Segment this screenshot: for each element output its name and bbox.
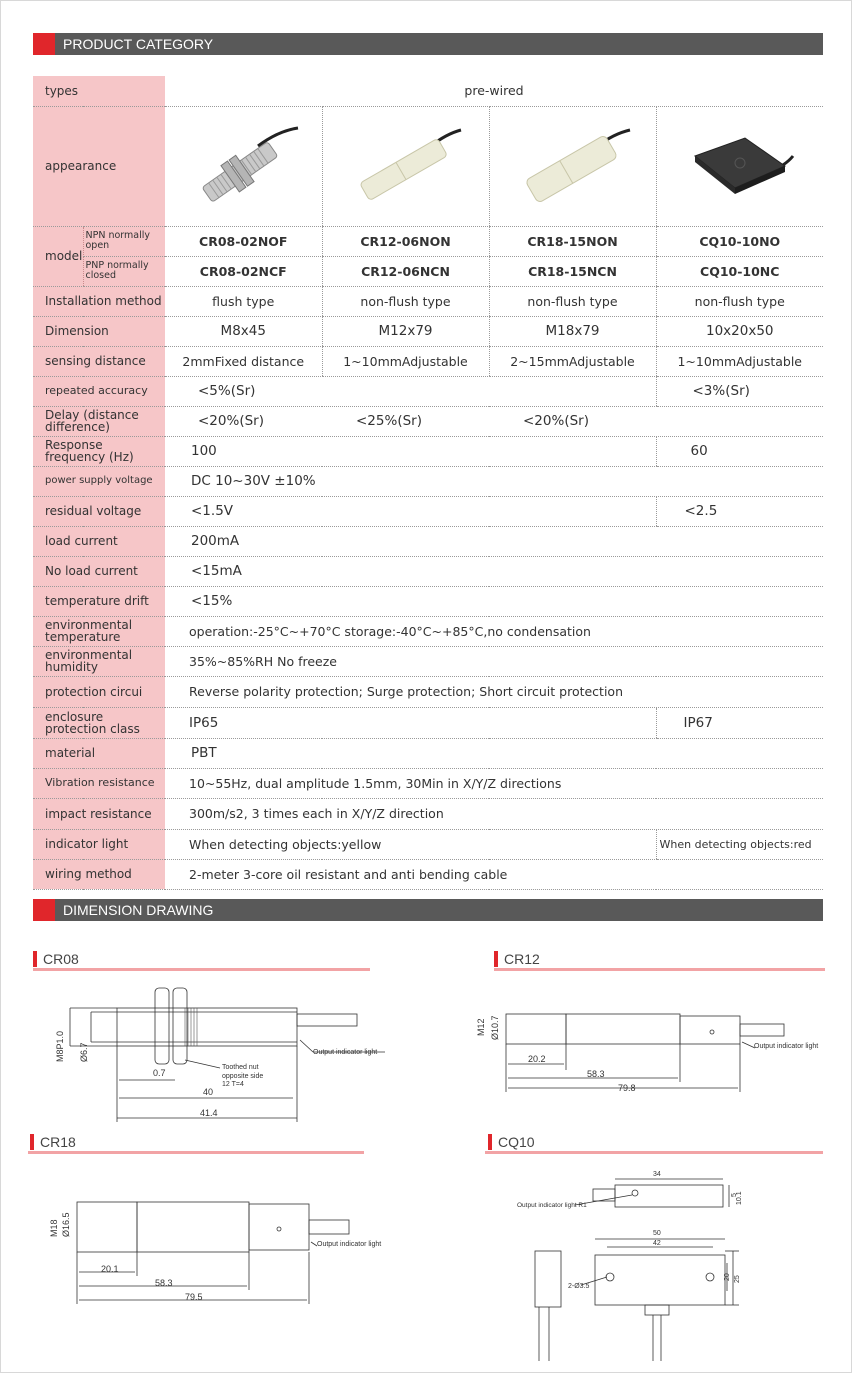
delay-b: <25%(Sr) <box>322 406 489 436</box>
label-sensing: sensing distance <box>33 346 165 376</box>
cq10-h4: 25 <box>734 1275 741 1283</box>
row-env-hum <box>33 646 823 676</box>
cr08-nut3: 12 T=4 <box>222 1081 244 1088</box>
row-noload <box>33 556 823 586</box>
cr18-title: CR18 <box>40 1134 76 1150</box>
cq10-drawing <box>515 1165 745 1365</box>
env-hum-value: 35%~85%RH No freeze <box>165 646 823 676</box>
enclosure-a: IP65 <box>165 707 656 738</box>
sensing-2: 1~10mmAdjustable <box>322 346 489 376</box>
cr18-d2: 58.3 <box>155 1278 173 1288</box>
row-repeated <box>33 376 823 406</box>
dimension-3: M18x79 <box>489 316 656 346</box>
cr18-dia: Ø16.5 <box>61 1212 71 1237</box>
product-image-cr08 <box>165 106 322 226</box>
indicator-b: When detecting objects:red <box>656 829 823 859</box>
row-vibration <box>33 768 823 798</box>
label-enclosure: enclosure protection class <box>33 707 165 738</box>
row-residual <box>33 496 823 526</box>
residual-a: <1.5V <box>165 496 656 526</box>
response-b: 60 <box>656 436 823 466</box>
cr18-thread: M18 <box>49 1219 59 1237</box>
product-image-cr18 <box>489 106 656 226</box>
cq10-light: Output indicator light R1 <box>517 1202 587 1209</box>
row-protection <box>33 676 823 707</box>
row-wiring <box>33 859 823 889</box>
label-env-temp: environmental temperature <box>33 616 165 646</box>
section-marker <box>33 33 55 55</box>
row-model-pnp <box>33 256 823 286</box>
label-env-hum: environmental humidity <box>33 646 165 676</box>
row-sensing <box>33 346 823 376</box>
cr12-underline <box>494 968 825 971</box>
model-pnp-4: CQ10-10NC <box>656 256 823 286</box>
label-appearance: appearance <box>33 106 165 226</box>
model-npn-4: CQ10-10NO <box>656 226 823 256</box>
product-image-cq10 <box>656 106 823 226</box>
label-vibration: Vibration resistance <box>33 768 165 798</box>
label-types: types <box>33 76 165 106</box>
cr08-d1: 0.7 <box>153 1068 166 1078</box>
material-value: PBT <box>165 738 823 768</box>
cq10-underline <box>485 1151 823 1154</box>
load-value: 200mA <box>165 526 823 556</box>
label-model: model <box>33 226 83 286</box>
cr08-title: CR08 <box>43 951 79 967</box>
section-marker <box>33 899 55 921</box>
row-load <box>33 526 823 556</box>
cr18-drawing <box>45 1192 405 1307</box>
sensing-4: 1~10mmAdjustable <box>656 346 823 376</box>
dimension-drawing-header <box>33 899 823 921</box>
model-pnp-1: CR08-02NCF <box>165 256 322 286</box>
dimension-4: 10x20x50 <box>656 316 823 346</box>
value-types: pre-wired <box>165 76 823 106</box>
label-indicator: indicator light <box>33 829 165 859</box>
cr08-light: Output indicator light <box>313 1049 378 1056</box>
cr12-dia: Ø10.7 <box>490 1015 500 1040</box>
cr08-thread: M8P1.0 <box>55 1030 65 1062</box>
cr12-title: CR12 <box>504 951 540 967</box>
power-value: DC 10~30V ±10% <box>165 466 823 496</box>
section-title: DIMENSION DRAWING <box>63 902 214 918</box>
cq10-title: CQ10 <box>498 1134 535 1150</box>
section-title: PRODUCT CATEGORY <box>63 36 214 52</box>
dimension-2: M12x79 <box>322 316 489 346</box>
cr08-d3: 41.4 <box>200 1108 218 1118</box>
row-appearance <box>33 106 823 226</box>
cr08-d2: 40 <box>203 1087 214 1097</box>
response-a: 100 <box>165 436 656 466</box>
spec-table <box>33 76 823 890</box>
product-category-header <box>33 33 823 55</box>
env-temp-value: operation:-25°C~+70°C storage:-40°C~+85°C,no condensation <box>165 616 823 646</box>
label-noload: No load current <box>33 556 165 586</box>
installation-2: non-flush type <box>322 286 489 316</box>
cq10-h1: 5 <box>731 1193 738 1197</box>
repeated-b: <3%(Sr) <box>656 376 823 406</box>
row-dimension <box>33 316 823 346</box>
cq10-h3: 20 <box>724 1273 731 1281</box>
cq10-w1: 34 <box>653 1171 661 1178</box>
label-protection: protection circui <box>33 676 165 707</box>
label-pnp: PNP normally closed <box>83 256 165 286</box>
product-image-cr12 <box>322 106 489 226</box>
row-impact <box>33 798 823 829</box>
dimension-1: M8x45 <box>165 316 322 346</box>
drift-value: <15% <box>165 586 823 616</box>
cr08-nut1: Toothed nut <box>222 1064 259 1071</box>
indicator-a: When detecting objects:yellow <box>165 829 656 859</box>
installation-1: flush type <box>165 286 322 316</box>
sensing-1: 2mmFixed distance <box>165 346 322 376</box>
row-power <box>33 466 823 496</box>
cr12-drawing <box>470 1000 842 1100</box>
cr12-thread: M12 <box>476 1018 486 1036</box>
label-installation: Installation method <box>33 286 165 316</box>
cr18-underline <box>28 1151 364 1154</box>
installation-4: non-flush type <box>656 286 823 316</box>
wiring-value: 2-meter 3-core oil resistant and anti bending cable <box>165 859 823 889</box>
protection-value: Reverse polarity protection; Surge protection; Short circuit protection <box>165 676 823 707</box>
cr08-drawing <box>55 980 405 1130</box>
cr18-d1: 20.1 <box>101 1264 119 1274</box>
model-pnp-2: CR12-06NCN <box>322 256 489 286</box>
cr08-underline <box>33 968 370 971</box>
label-power: power supply voltage <box>33 466 165 496</box>
installation-3: non-flush type <box>489 286 656 316</box>
model-npn-1: CR08-02NOF <box>165 226 322 256</box>
cr12-d2: 58.3 <box>587 1069 605 1079</box>
cr12-d3: 79.8 <box>618 1083 636 1093</box>
row-delay <box>33 406 823 436</box>
cq10-holes: 2-Ø3.5 <box>568 1283 590 1290</box>
label-npn: NPN normally open <box>83 226 165 256</box>
model-pnp-3: CR18-15NCN <box>489 256 656 286</box>
label-drift: temperature drift <box>33 586 165 616</box>
row-enclosure <box>33 707 823 738</box>
cq10-w3: 42 <box>653 1240 661 1247</box>
residual-b: <2.5 <box>656 496 823 526</box>
noload-value: <15mA <box>165 556 823 586</box>
label-delay: Delay (distance difference) <box>33 406 165 436</box>
cr12-d1: 20.2 <box>528 1054 546 1064</box>
cq10-h2: 10.1 <box>736 1191 743 1205</box>
sensing-3: 2~15mmAdjustable <box>489 346 656 376</box>
cr18-light: Output indicator light <box>317 1241 382 1248</box>
label-material: material <box>33 738 165 768</box>
cr12-light: Output indicator light <box>754 1043 819 1050</box>
label-dimension: Dimension <box>33 316 165 346</box>
row-response <box>33 436 823 466</box>
delay-a: <20%(Sr) <box>165 406 322 436</box>
label-residual: residual voltage <box>33 496 165 526</box>
label-impact: impact resistance <box>33 798 165 829</box>
row-types <box>33 76 823 106</box>
row-model-npn <box>33 226 823 256</box>
row-env-temp <box>33 616 823 646</box>
cr08-dia: Ø6.7 <box>79 1042 89 1062</box>
label-load: load current <box>33 526 165 556</box>
cr08-nut2: opposite side <box>222 1073 264 1080</box>
vibration-value: 10~55Hz, dual amplitude 1.5mm, 30Min in X/Y/Z directions <box>165 768 823 798</box>
cq10-w2: 50 <box>653 1230 661 1237</box>
cr18-d3: 79.5 <box>185 1292 203 1302</box>
label-wiring: wiring method <box>33 859 165 889</box>
label-response: Response frequency (Hz) <box>33 436 165 466</box>
row-indicator <box>33 829 823 859</box>
repeated-a: <5%(Sr) <box>165 376 656 406</box>
delay-c: <20%(Sr) <box>489 406 823 436</box>
impact-value: 300m/s2, 3 times each in X/Y/Z direction <box>165 798 823 829</box>
row-material <box>33 738 823 768</box>
model-npn-3: CR18-15NON <box>489 226 656 256</box>
enclosure-b: IP67 <box>656 707 823 738</box>
row-installation <box>33 286 823 316</box>
row-drift <box>33 586 823 616</box>
model-npn-2: CR12-06NON <box>322 226 489 256</box>
label-repeated: repeated accuracy <box>33 376 165 406</box>
